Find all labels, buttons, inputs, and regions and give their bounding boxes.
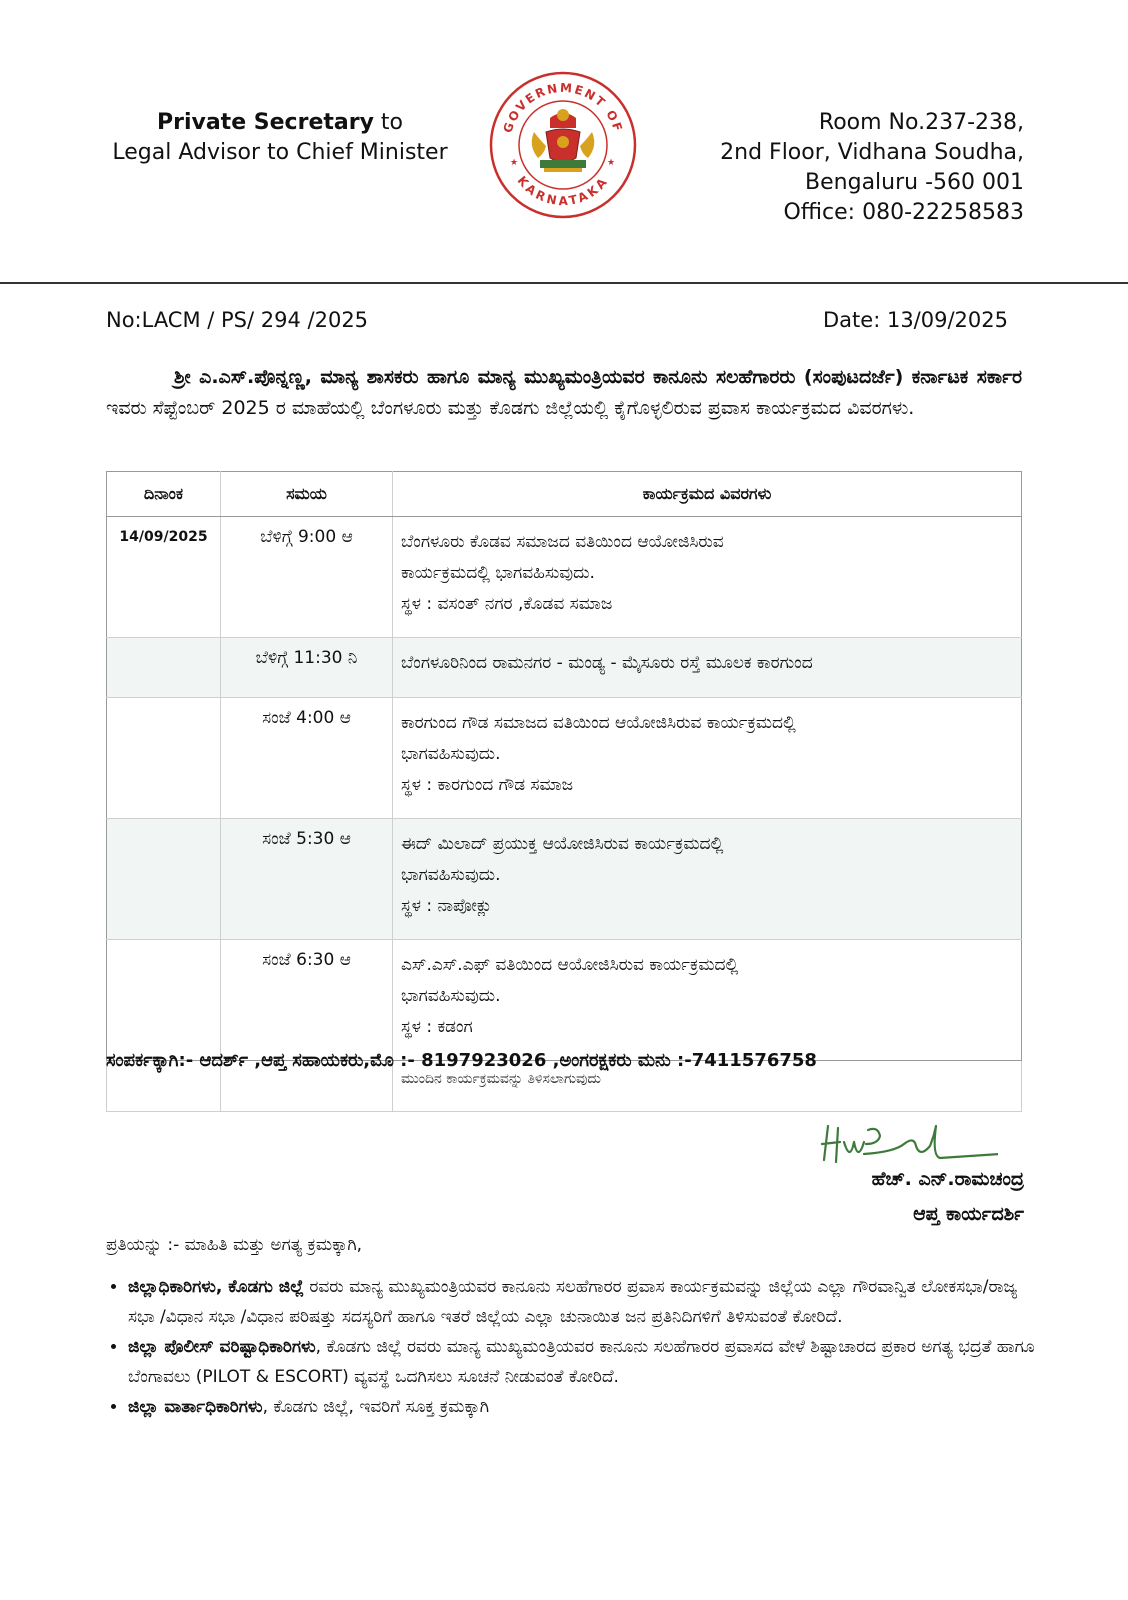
signatory-title: ಆಪ್ತ ಕಾರ್ಯದರ್ಶಿ [913, 1203, 1024, 1225]
distribution-list [106, 1272, 1048, 1422]
schedule-table [106, 471, 1022, 1112]
detail-line: ಕಾರ್ಯಕ್ರಮದಲ್ಲಿ ಭಾಗವಹಿಸುವುದು. [401, 563, 595, 583]
list-item [128, 1392, 1048, 1422]
office-to: to [373, 110, 404, 135]
detail-line: ಭಾಗವಹಿಸುವುದು. [401, 986, 501, 1006]
detail-line: ಕಾರಗುಂದ ಗೌಡ ಸಮಾಜದ ವತಿಯಿಂದ ಆಯೋಜಿಸಿರುವ ಕಾರ್ಯಕ್ರಮದಲ್ಲಿ [401, 713, 796, 733]
list-item [128, 1272, 1048, 1332]
government-seal-icon [488, 70, 638, 220]
table-row [107, 638, 1022, 698]
row-date: 14/09/2025 [107, 517, 221, 638]
letterhead-left [110, 108, 450, 168]
row-details [393, 698, 1022, 819]
address-line: 2nd Floor, Vidhana Soudha, [720, 140, 1024, 165]
row-time: ಬೆಳಿಗ್ಗೆ 11:30 ನಿ [221, 638, 393, 698]
seal-bottom-text: KARNATAKA [514, 173, 612, 209]
row-details [393, 940, 1022, 1061]
row-date [107, 940, 221, 1061]
office-phone: Office: 080-22258583 [783, 200, 1024, 225]
recipient-name: ಜಿಲ್ಲಾಧಿಕಾರಿಗಳು, ಕೊಡಗು ಜಿಲ್ಲೆ [128, 1277, 304, 1297]
recipient-name: ಜಿಲ್ಲಾ ಪೊಲೀಸ್ ವರಿಷ್ಟಾಧಿಕಾರಿಗಳು [128, 1337, 316, 1357]
intro-text: ಇವರು ಸೆಪ್ಟೆಂಬರ್ 2025 ರ ಮಾಹೆಯಲ್ಲಿ ಬೆಂಗಳೂರು ಮತ್ತು ಕೊಡಗು ಜಿಲ್ಲೆಯಲ್ಲಿ ಕೈಗೊಳ್ಳಲಿರುವ ಪ್ರವಾಸ ಕಾರ್ಯಕ್ರಮದ ವಿವರಗಳು. [106, 397, 915, 419]
svg-text:★: ★ [510, 158, 519, 168]
detail-venue: ಸ್ಥಳ : ನಾಪೋಕ್ಲು [401, 896, 492, 916]
office-title: Private Secretary [156, 110, 374, 135]
address-line: Room No.237-238, [818, 110, 1024, 135]
svg-text:★: ★ [607, 158, 616, 168]
row-date [107, 819, 221, 940]
header-details: ಕಾರ್ಯಕ್ರಮದ ವಿವರಗಳು [393, 472, 1022, 517]
table-row [107, 940, 1022, 1061]
row-details [393, 819, 1022, 940]
recipient-text: , ಕೊಡಗು ಜಿಲ್ಲೆ, ಇವರಿಗೆ ಸೂಕ್ತ ಕ್ರಮಕ್ಕಾಗಿ [262, 1397, 490, 1417]
recipient-text: , ಕೊಡಗು ಜಿಲ್ಲೆ ರವರು ಮಾನ್ಯ ಮುಖ್ಯಮಂತ್ರಿಯವರ ಕಾನೂನು ಸಲಹೆಗಾರರ ಪ್ರವಾಸದ ವೇಳೆ ಶಿಷ್ಟಾಚಾರದ ಪ್ರಕಾರ ಅಗತ್ಯ ಭದ್ರತೆ ಹಾಗೂ ಬೆಂಗಾವಲು (PILOT & ESCORT) ವ್ಯವಸ್ಥೆ ಒದಗಿಸಲು ಸೂಚನೆ ನೀಡುವಂತೆ ಕೋರಿದೆ. [128, 1337, 1035, 1387]
office-subtitle: Legal Advisor to Chief Minister [112, 140, 448, 165]
detail-venue: ಸ್ಥಳ : ಕಾರಗುಂದ ಗೌಡ ಸಮಾಜ [401, 775, 574, 795]
intro-bold: ಶ್ರೀ ಎ.ಎಸ್.ಪೊನ್ನಣ್ಣ, ಮಾನ್ಯ ಶಾಸಕರು ಹಾಗೂ ಮಾನ್ಯ ಮುಖ್ಯಮಂತ್ರಿಯವರ ಕಾನೂನು ಸಲಹೆಗಾರರು (ಸಂಪುಟದರ್ಜೆ) ಕರ್ನಾಟಕ ಸರ್ಕಾರ [174, 366, 1022, 388]
table-row [107, 698, 1022, 819]
header-divider [0, 282, 1128, 284]
detail-line: ಈದ್ ಮಿಲಾದ್ ಪ್ರಯುಕ್ತ ಆಯೋಜಿಸಿರುವ ಕಾರ್ಯಕ್ರಮದಲ್ಲಿ [401, 834, 724, 854]
detail-line: ಎಸ್.ಎಸ್.ಎಫ್ ವತಿಯಿಂದ ಆಯೋಜಿಸಿರುವ ಕಾರ್ಯಕ್ರಮದಲ್ಲಿ [401, 955, 739, 975]
signature-icon [818, 1120, 998, 1170]
row-time: ಸಂಜೆ 5:30 ಆ [221, 819, 393, 940]
row-date [107, 698, 221, 819]
seal-top-text: GOVERNMENT OF [500, 80, 626, 135]
letter-date: Date: 13/09/2025 [823, 308, 1008, 332]
table-row [107, 819, 1022, 940]
row-time: ಸಂಜೆ 6:30 ಆ [221, 940, 393, 1061]
recipient-name: ಜಿಲ್ಲಾ ವಾರ್ತಾಧಿಕಾರಿಗಳು [128, 1397, 263, 1417]
detail-venue: ಸ್ಥಳ : ವಸಂತ್ ನಗರ ,ಕೊಡವ ಸಮಾಜ [401, 594, 613, 614]
detail-line: ಬೆಂಗಳೂರಿನಿಂದ ರಾಮನಗರ - ಮಂಡ್ಯ - ಮೈಸೂರು ರಸ್ತೆ ಮೂಲಕ ಕಾರಗುಂದ [401, 653, 813, 673]
letterhead-address [694, 108, 1024, 228]
contact-line: ಸಂಪರ್ಕಕ್ಕಾಗಿ:- ಆದರ್ಶ್ ,ಆಪ್ತ ಸಹಾಯಕರು,ಮೊ :- 8197923026 ,ಅಂಗರಕ್ಷಕರು ಮನು :-7411576758 [106, 1050, 817, 1071]
svg-text:KARNATAKA [515, 173, 612, 208]
reference-number: No:LACM / PS/ 294 /2025 [106, 308, 369, 332]
detail-line: ಭಾಗವಹಿಸುವುದು. [401, 744, 501, 764]
intro-paragraph [106, 362, 1022, 424]
table-footnote: ಮುಂದಿನ ಕಾರ್ಯಕ್ರಮವನ್ನು ತಿಳಿಸಲಾಗುವುದು [393, 1061, 1022, 1112]
copy-to-line: ಪ್ರತಿಯನ್ನು :- ಮಾಹಿತಿ ಮತ್ತು ಅಗತ್ಯ ಕ್ರಮಕ್ಕಾಗಿ, [106, 1235, 363, 1255]
row-details [393, 517, 1022, 638]
table-row [107, 517, 1022, 638]
row-date [107, 638, 221, 698]
detail-line: ಭಾಗವಹಿಸುವುದು. [401, 865, 501, 885]
row-time: ಸಂಜೆ 4:00 ಆ [221, 698, 393, 819]
header-date: ದಿನಾಂಕ [107, 472, 221, 517]
table-header-row [107, 472, 1022, 517]
list-item [128, 1332, 1048, 1392]
detail-line: ಬೆಂಗಳೂರು ಕೊಡವ ಸಮಾಜದ ವತಿಯಿಂದ ಆಯೋಜಿಸಿರುವ [401, 532, 724, 552]
recipient-text: ರವರು ಮಾನ್ಯ ಮುಖ್ಯಮಂತ್ರಿಯವರ ಕಾನೂನು ಸಲಹೆಗಾರರ ಪ್ರವಾಸ ಕಾರ್ಯಕ್ರಮವನ್ನು ಜಿಲ್ಲೆಯ ಎಲ್ಲಾ ಗೌರವಾನ್ವಿತ ಲೋಕಸಭಾ/ರಾಜ್ಯ ಸಭಾ /ವಿಧಾನ ಸಭಾ /ವಿಧಾನ ಪರಿಷತ್ತು ಸದಸ್ಯರಿಗೆ ಹಾಗೂ ಇತರೆ ಜಿಲ್ಲೆಯ ಎಲ್ಲಾ ಚುನಾಯಿತ ಜನ ಪ್ರತಿನಿದಿಗಳಿಗೆ ತಿಳಿಸುವಂತೆ ಕೋರಿದೆ. [128, 1277, 1018, 1327]
signatory-name: ಹೆಚ್. ಎನ್.ರಾಮಚಂದ್ರ [871, 1168, 1024, 1190]
detail-venue: ಸ್ಥಳ : ಕಡಂಗ [401, 1017, 473, 1037]
address-line: Bengaluru -560 001 [805, 170, 1024, 195]
row-details [393, 638, 1022, 698]
row-time: ಬೆಳಿಗ್ಗೆ 9:00 ಆ [221, 517, 393, 638]
header-time: ಸಮಯ [221, 472, 393, 517]
